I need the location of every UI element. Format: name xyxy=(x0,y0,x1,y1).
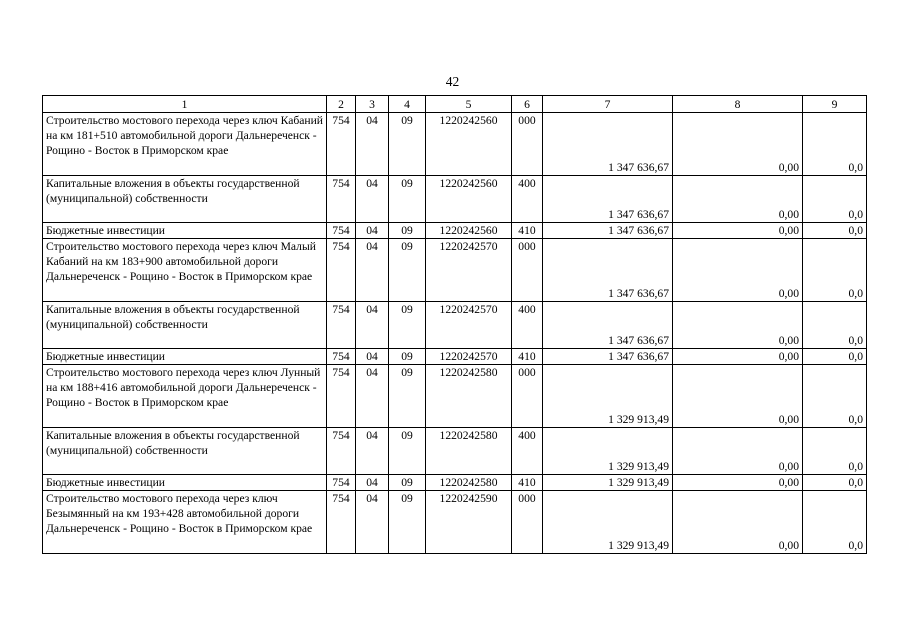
table-row xyxy=(43,223,867,239)
row-name-cell: Капитальные вложения в объекты государственной (муниципальной) собственности xyxy=(43,176,327,223)
row-expense-type-cell: 000 xyxy=(512,491,543,554)
row-code-cell: 754 xyxy=(327,176,356,223)
row-amount-2-cell: 0,00 xyxy=(673,491,803,554)
row-section-cell: 04 xyxy=(356,349,389,365)
row-expense-type-cell: 000 xyxy=(512,113,543,176)
row-amount-cell: 1 347 636,67 xyxy=(543,176,673,223)
row-amount-2-cell: 0,00 xyxy=(673,239,803,302)
table-row xyxy=(43,113,867,176)
row-subsection-cell: 09 xyxy=(389,491,426,554)
row-amount-3-cell: 0,0 xyxy=(803,239,867,302)
row-amount-cell: 1 347 636,67 xyxy=(543,223,673,239)
row-subsection-cell: 09 xyxy=(389,365,426,428)
table-body xyxy=(43,96,867,554)
row-name-cell: Капитальные вложения в объекты государственной (муниципальной) собственности xyxy=(43,302,327,349)
row-amount-2-cell: 0,00 xyxy=(673,365,803,428)
row-amount-2-cell: 0,00 xyxy=(673,113,803,176)
row-amount-3-cell: 0,0 xyxy=(803,428,867,475)
row-name-cell: Бюджетные инвестиции xyxy=(43,349,327,365)
table-row xyxy=(43,239,867,302)
row-target-article-cell: 1220242590 xyxy=(426,491,512,554)
row-expense-type-cell: 400 xyxy=(512,302,543,349)
row-amount-2-cell: 0,00 xyxy=(673,302,803,349)
row-amount-3-cell: 0,0 xyxy=(803,113,867,176)
row-subsection-cell: 09 xyxy=(389,302,426,349)
row-amount-2-cell: 0,00 xyxy=(673,475,803,491)
row-section-cell: 04 xyxy=(356,302,389,349)
row-code-cell: 754 xyxy=(327,223,356,239)
header-cell-3: 3 xyxy=(356,96,389,113)
row-amount-2-cell: 0,00 xyxy=(673,223,803,239)
row-target-article-cell: 1220242570 xyxy=(426,302,512,349)
table-header-row xyxy=(43,96,867,113)
row-name-cell: Строительство мостового перехода через ключ Лунный на км 188+416 автомобильной дороги Дальнереченск - Рощино - Восток в Приморском крае xyxy=(43,365,327,428)
row-subsection-cell: 09 xyxy=(389,176,426,223)
row-subsection-cell: 09 xyxy=(389,223,426,239)
header-cell-2: 2 xyxy=(327,96,356,113)
row-amount-3-cell: 0,0 xyxy=(803,475,867,491)
header-cell-6: 6 xyxy=(512,96,543,113)
row-name-cell: Бюджетные инвестиции xyxy=(43,223,327,239)
row-target-article-cell: 1220242560 xyxy=(426,113,512,176)
header-cell-8: 8 xyxy=(673,96,803,113)
header-cell-5: 5 xyxy=(426,96,512,113)
row-subsection-cell: 09 xyxy=(389,349,426,365)
row-amount-cell: 1 347 636,67 xyxy=(543,302,673,349)
row-amount-2-cell: 0,00 xyxy=(673,349,803,365)
row-code-cell: 754 xyxy=(327,428,356,475)
row-target-article-cell: 1220242560 xyxy=(426,176,512,223)
table-row xyxy=(43,475,867,491)
row-name-cell: Строительство мостового перехода через ключ Безымянный на км 193+428 автомобильной дороги Дальнереченск - Рощино - Восток в Приморском крае xyxy=(43,491,327,554)
row-expense-type-cell: 410 xyxy=(512,223,543,239)
header-cell-7: 7 xyxy=(543,96,673,113)
row-target-article-cell: 1220242580 xyxy=(426,365,512,428)
header-cell-9: 9 xyxy=(803,96,867,113)
row-amount-cell: 1 329 913,49 xyxy=(543,491,673,554)
table-row xyxy=(43,491,867,554)
row-expense-type-cell: 000 xyxy=(512,239,543,302)
table-row xyxy=(43,365,867,428)
row-code-cell: 754 xyxy=(327,302,356,349)
row-target-article-cell: 1220242580 xyxy=(426,428,512,475)
row-name-cell: Капитальные вложения в объекты государственной (муниципальной) собственности xyxy=(43,428,327,475)
row-expense-type-cell: 000 xyxy=(512,365,543,428)
row-amount-3-cell: 0,0 xyxy=(803,365,867,428)
row-amount-cell: 1 347 636,67 xyxy=(543,239,673,302)
budget-table xyxy=(42,95,867,554)
header-cell-4: 4 xyxy=(389,96,426,113)
row-amount-3-cell: 0,0 xyxy=(803,302,867,349)
row-section-cell: 04 xyxy=(356,428,389,475)
row-code-cell: 754 xyxy=(327,349,356,365)
row-expense-type-cell: 410 xyxy=(512,349,543,365)
row-target-article-cell: 1220242580 xyxy=(426,475,512,491)
row-target-article-cell: 1220242560 xyxy=(426,223,512,239)
row-code-cell: 754 xyxy=(327,113,356,176)
row-amount-3-cell: 0,0 xyxy=(803,176,867,223)
row-amount-3-cell: 0,0 xyxy=(803,223,867,239)
row-expense-type-cell: 400 xyxy=(512,176,543,223)
row-name-cell: Строительство мостового перехода через ключ Кабаний на км 181+510 автомобильной дороги Дальнереченск - Рощино - Восток в Приморском крае xyxy=(43,113,327,176)
row-section-cell: 04 xyxy=(356,239,389,302)
row-expense-type-cell: 400 xyxy=(512,428,543,475)
row-section-cell: 04 xyxy=(356,365,389,428)
row-code-cell: 754 xyxy=(327,239,356,302)
row-amount-2-cell: 0,00 xyxy=(673,428,803,475)
table-row xyxy=(43,302,867,349)
row-expense-type-cell: 410 xyxy=(512,475,543,491)
row-section-cell: 04 xyxy=(356,223,389,239)
row-target-article-cell: 1220242570 xyxy=(426,239,512,302)
row-amount-3-cell: 0,0 xyxy=(803,349,867,365)
row-amount-cell: 1 329 913,49 xyxy=(543,365,673,428)
row-code-cell: 754 xyxy=(327,491,356,554)
row-section-cell: 04 xyxy=(356,475,389,491)
row-subsection-cell: 09 xyxy=(389,113,426,176)
table-row xyxy=(43,428,867,475)
row-subsection-cell: 09 xyxy=(389,428,426,475)
row-section-cell: 04 xyxy=(356,176,389,223)
row-amount-cell: 1 329 913,49 xyxy=(543,428,673,475)
row-name-cell: Строительство мостового перехода через ключ Малый Кабаний на км 183+900 автомобильной дороги Дальнереченск - Рощино - Восток в Приморском крае xyxy=(43,239,327,302)
table-row xyxy=(43,349,867,365)
row-name-cell: Бюджетные инвестиции xyxy=(43,475,327,491)
row-code-cell: 754 xyxy=(327,475,356,491)
row-subsection-cell: 09 xyxy=(389,475,426,491)
row-section-cell: 04 xyxy=(356,113,389,176)
row-code-cell: 754 xyxy=(327,365,356,428)
row-subsection-cell: 09 xyxy=(389,239,426,302)
row-amount-2-cell: 0,00 xyxy=(673,176,803,223)
header-cell-1: 1 xyxy=(43,96,327,113)
row-amount-cell: 1 329 913,49 xyxy=(543,475,673,491)
row-section-cell: 04 xyxy=(356,491,389,554)
row-amount-cell: 1 347 636,67 xyxy=(543,113,673,176)
row-amount-cell: 1 347 636,67 xyxy=(543,349,673,365)
page-number: 42 xyxy=(445,74,460,89)
row-target-article-cell: 1220242570 xyxy=(426,349,512,365)
table-row xyxy=(43,176,867,223)
row-amount-3-cell: 0,0 xyxy=(803,491,867,554)
